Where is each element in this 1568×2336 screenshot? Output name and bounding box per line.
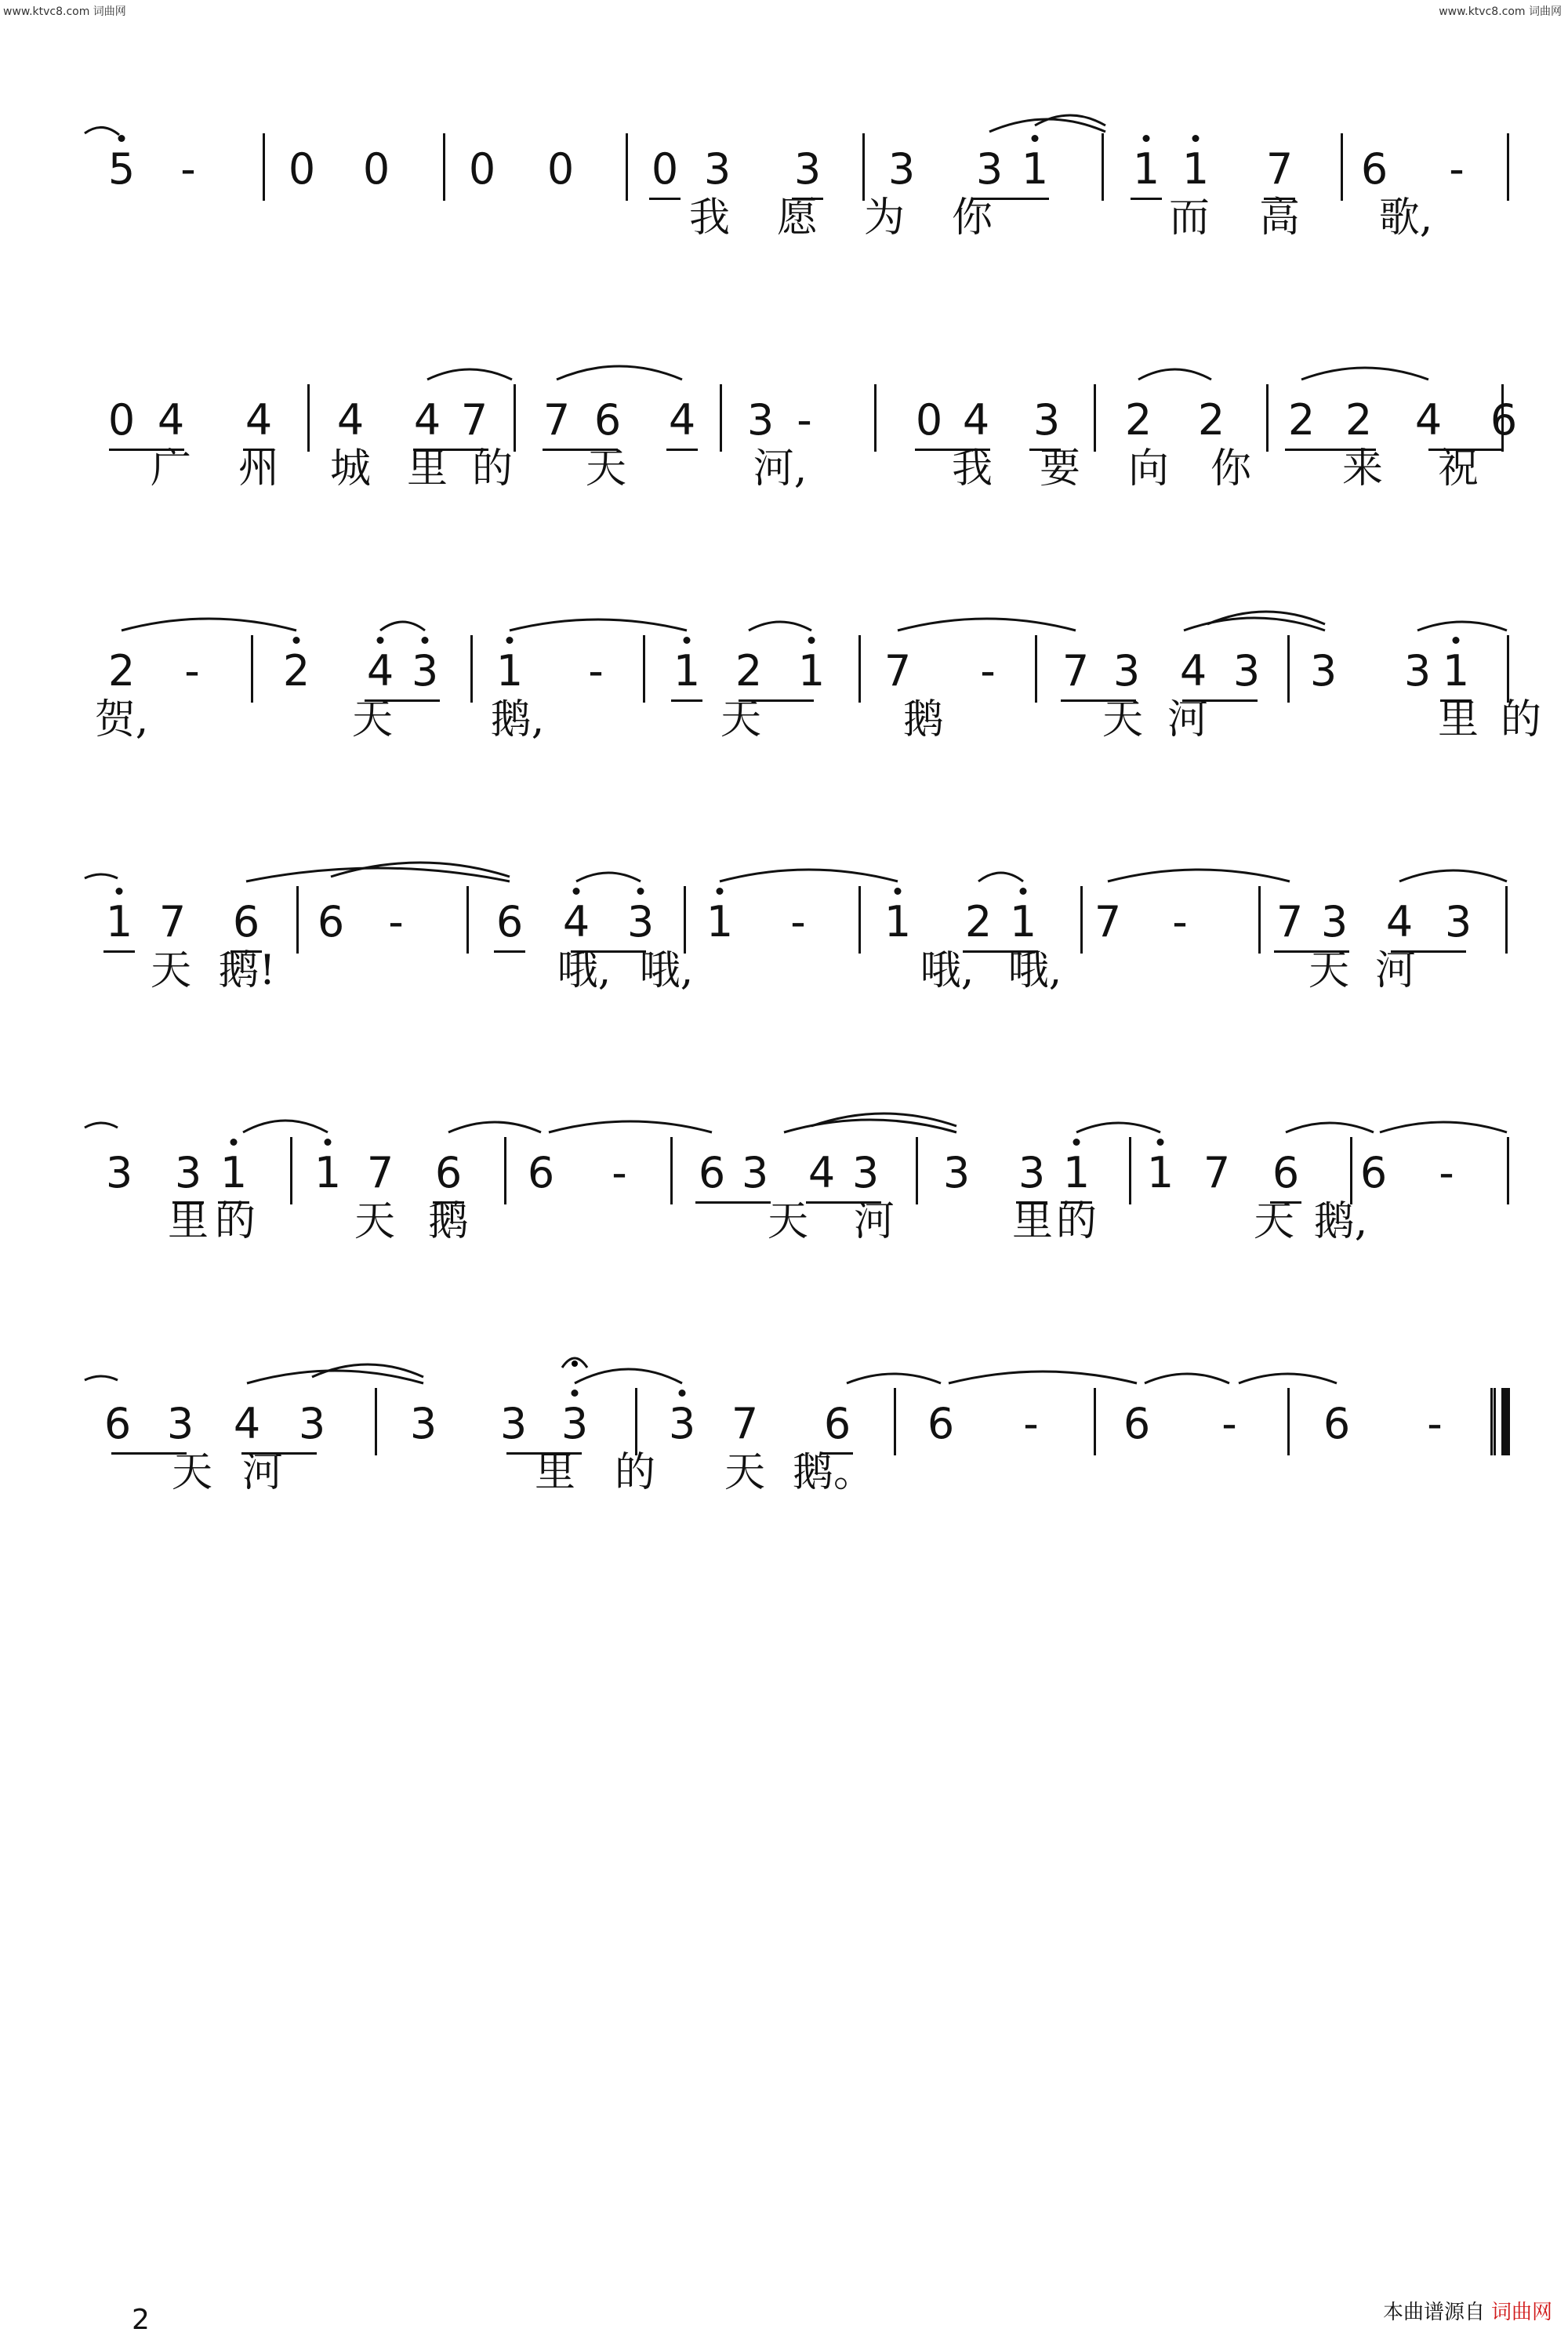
- sustain-dash: -: [612, 1148, 627, 1197]
- slur-arc: [549, 1121, 712, 1132]
- note: 6: [317, 897, 345, 946]
- note: 2: [1287, 395, 1316, 445]
- note: 4: [233, 1399, 261, 1448]
- note: 3: [1033, 395, 1061, 445]
- lyric-syllable: 鹅,: [1313, 1198, 1368, 1245]
- slur-arc: [720, 870, 898, 881]
- lyric-syllable: 要: [1039, 445, 1081, 492]
- note: 0: [288, 144, 316, 194]
- lyric-syllable: 我: [688, 194, 731, 242]
- note: 4: [962, 395, 990, 445]
- lyric-syllable: 鹅!: [218, 947, 276, 994]
- header-site-left: www.ktvc8.com 词曲网: [3, 5, 126, 18]
- note: 3: [668, 1399, 696, 1448]
- lyric-syllable: 贺,: [94, 696, 149, 743]
- note: 6: [1323, 1399, 1351, 1448]
- slur-arc: [1138, 369, 1211, 380]
- slur-arc: [427, 369, 512, 380]
- note: 3: [1309, 646, 1338, 696]
- lyric-syllable: 的: [214, 1198, 256, 1245]
- sustain-dash: -: [1427, 1399, 1443, 1448]
- note: 6: [495, 897, 524, 946]
- lyric-syllable: 河: [1167, 696, 1209, 743]
- note: 3: [1320, 897, 1348, 946]
- lyric-syllable: 天: [354, 1198, 396, 1245]
- lyric-syllable: 天: [585, 445, 627, 492]
- slur-arc: [246, 868, 510, 881]
- lyric-syllable: 歌,: [1378, 194, 1433, 242]
- note: 6: [698, 1148, 726, 1197]
- sustain-dash: -: [1172, 897, 1188, 946]
- lyric-syllable: 天: [1253, 1198, 1295, 1245]
- note: 4: [1179, 646, 1207, 696]
- slur-arc: [312, 1364, 423, 1377]
- note: 6: [434, 1148, 463, 1197]
- score-row: [0, 353, 1568, 588]
- lyric-syllable: 的: [1055, 1198, 1098, 1245]
- note: 6: [593, 395, 622, 445]
- note: 3: [174, 1148, 202, 1197]
- lyric-syllable: 天: [150, 947, 192, 994]
- lyric-syllable: 天: [724, 1449, 766, 1496]
- lyric-syllable: 广: [150, 445, 192, 492]
- note: 1: [1062, 1148, 1091, 1197]
- note: 1: [673, 646, 701, 696]
- note: 4: [157, 395, 185, 445]
- note: 3: [746, 395, 775, 445]
- slur-arc: [1145, 1374, 1229, 1383]
- note: 4: [562, 897, 590, 946]
- note: 3: [298, 1399, 326, 1448]
- note: 3: [793, 144, 822, 194]
- note: 3: [1112, 646, 1141, 696]
- note: 0: [468, 144, 496, 194]
- slur-arc: [784, 1120, 956, 1132]
- note: 4: [336, 395, 365, 445]
- note: 2: [107, 646, 136, 696]
- lyric-syllable: 天: [767, 1198, 809, 1245]
- note: 6: [1272, 1148, 1300, 1197]
- note: 2: [735, 646, 763, 696]
- note: 4: [808, 1148, 836, 1197]
- note: 3: [409, 1399, 437, 1448]
- note: 6: [232, 897, 260, 946]
- lyric-syllable: 州: [238, 445, 280, 492]
- lyric-syllable: 高: [1258, 194, 1301, 242]
- note: 7: [1062, 646, 1090, 696]
- footer-source-text: 本曲谱源自: [1382, 2301, 1485, 2324]
- note: 6: [927, 1399, 955, 1448]
- lyrics-line: [0, 194, 1568, 242]
- note: 1: [884, 897, 912, 946]
- page-number: 2: [132, 2304, 150, 2336]
- note: 7: [1276, 897, 1304, 946]
- lyric-syllable: 城: [329, 445, 372, 492]
- lyric-syllable: 里: [534, 1449, 576, 1496]
- slur-arc: [1286, 1123, 1374, 1132]
- slur-arc: [247, 1371, 423, 1383]
- slur-arc: [749, 622, 811, 630]
- lyric-syllable: 里: [1437, 696, 1479, 743]
- lyric-syllable: 来: [1341, 445, 1384, 492]
- note: 3: [887, 144, 916, 194]
- lyric-syllable: 哦,: [920, 947, 975, 994]
- lyric-syllable: 的: [471, 445, 514, 492]
- lyric-syllable: 天: [720, 696, 762, 743]
- slur-arc: [978, 873, 1023, 881]
- note: 2: [964, 897, 993, 946]
- lyric-syllable: 河,: [753, 445, 808, 492]
- slur-arc: [85, 874, 118, 878]
- note: 3: [741, 1148, 769, 1197]
- lyric-syllable: 你: [1210, 445, 1252, 492]
- lyric-syllable: 的: [1500, 696, 1542, 743]
- note: 3: [1232, 646, 1261, 696]
- note: 1: [220, 1148, 248, 1197]
- lyric-syllable: 天: [171, 1449, 213, 1496]
- note: 6: [1123, 1399, 1151, 1448]
- lyric-syllable: 哦,: [1007, 947, 1062, 994]
- note: 1: [314, 1148, 342, 1197]
- slur-arc: [1399, 870, 1507, 881]
- lyric-syllable: 哦,: [557, 947, 612, 994]
- note: 7: [1265, 144, 1294, 194]
- note: 7: [884, 646, 912, 696]
- note: 7: [1203, 1148, 1231, 1197]
- lyric-syllable: 天: [1308, 947, 1350, 994]
- sustain-dash: -: [790, 897, 806, 946]
- slur-arc: [949, 1371, 1137, 1383]
- note: 1: [1442, 646, 1470, 696]
- slur-arc: [898, 619, 1076, 630]
- note: 7: [731, 1399, 759, 1448]
- note: 2: [1345, 395, 1373, 445]
- note: 4: [245, 395, 273, 445]
- lyric-syllable: 天: [1102, 696, 1144, 743]
- sustain-dash: -: [980, 646, 996, 696]
- slur-arc: [1184, 618, 1325, 630]
- lyric-syllable: 河: [853, 1198, 895, 1245]
- lyric-syllable: 的: [614, 1449, 656, 1496]
- note: 1: [1181, 144, 1210, 194]
- note: 0: [546, 144, 575, 194]
- lyrics-line: [0, 1198, 1568, 1245]
- sustain-dash: -: [180, 144, 196, 194]
- note: 0: [362, 144, 390, 194]
- lyric-syllable: 你: [951, 194, 993, 242]
- lyric-syllable: 鹅。: [792, 1449, 875, 1496]
- footer-source: [1383, 2296, 1552, 2325]
- lyric-syllable: 天: [351, 696, 394, 743]
- lyric-syllable: 河: [1374, 947, 1417, 994]
- note: 7: [460, 395, 488, 445]
- slur-arc: [85, 127, 119, 135]
- note: 6: [103, 1399, 132, 1448]
- lyric-syllable: 鹅: [902, 696, 945, 743]
- note: 3: [105, 1148, 133, 1197]
- lyrics-line: [0, 947, 1568, 994]
- slur-arc: [1380, 1122, 1507, 1132]
- note: 1: [1021, 144, 1049, 194]
- note: 3: [703, 144, 731, 194]
- slur-arc: [576, 873, 641, 881]
- lyric-syllable: 祝: [1437, 445, 1479, 492]
- lyric-syllable: 里: [1011, 1198, 1054, 1245]
- footer-brand: 词曲网: [1490, 2301, 1552, 2324]
- lyric-syllable: 鹅,: [490, 696, 545, 743]
- score-row: [0, 1106, 1568, 1341]
- note: 4: [413, 395, 441, 445]
- note: 2: [1124, 395, 1152, 445]
- lyric-syllable: 为: [863, 194, 906, 242]
- lyric-syllable: 鹅: [427, 1198, 470, 1245]
- sustain-dash: -: [1221, 1399, 1237, 1448]
- score-row: [0, 855, 1568, 1090]
- note: 3: [975, 144, 1004, 194]
- header-site-right: www.ktvc8.com 词曲网: [1439, 5, 1562, 18]
- fermata-dot: [572, 1361, 578, 1367]
- note: 1: [1009, 897, 1037, 946]
- note: 3: [1018, 1148, 1046, 1197]
- slur-arc: [575, 1369, 682, 1383]
- lyrics-line: [0, 696, 1568, 743]
- lyric-syllable: 而: [1168, 194, 1210, 242]
- slur-arc: [85, 1376, 118, 1380]
- note: 1: [105, 897, 133, 946]
- slur-arc: [85, 1123, 118, 1128]
- sustain-dash: -: [388, 897, 404, 946]
- score-row: [0, 1357, 1568, 1592]
- lyric-syllable: 我: [951, 445, 993, 492]
- slur-arc: [1239, 1374, 1337, 1383]
- score-row: [0, 102, 1568, 337]
- note: 6: [1490, 395, 1518, 445]
- note: 6: [527, 1148, 555, 1197]
- note: 3: [942, 1148, 971, 1197]
- sustain-dash: -: [797, 395, 812, 445]
- note: 5: [107, 144, 136, 194]
- slur-arc: [1301, 368, 1428, 380]
- lyric-syllable: 里: [406, 445, 448, 492]
- note: 4: [1385, 897, 1414, 946]
- lyrics-line: [0, 1449, 1568, 1496]
- lyric-syllable: 愿: [776, 194, 818, 242]
- note: 6: [823, 1399, 851, 1448]
- note: 4: [1414, 395, 1443, 445]
- note: 3: [166, 1399, 194, 1448]
- sustain-dash: -: [184, 646, 200, 696]
- sustain-dash: -: [1023, 1399, 1039, 1448]
- note: 3: [626, 897, 655, 946]
- note: 7: [1094, 897, 1122, 946]
- slur-arc: [1076, 1123, 1160, 1132]
- note: 3: [499, 1399, 528, 1448]
- note: 7: [158, 897, 187, 946]
- note: 7: [543, 395, 571, 445]
- note: 0: [915, 395, 943, 445]
- lyric-syllable: 里: [167, 1198, 209, 1245]
- slur-arc: [243, 1121, 328, 1132]
- lyric-syllable: 向: [1127, 445, 1170, 492]
- slur-arc: [122, 619, 296, 630]
- note: 1: [1146, 1148, 1174, 1197]
- sustain-dash: -: [588, 646, 604, 696]
- sustain-dash: -: [1449, 144, 1465, 194]
- slur-arc: [448, 1122, 541, 1132]
- note: 6: [1360, 144, 1388, 194]
- note: 1: [495, 646, 524, 696]
- slur-arc: [557, 366, 682, 380]
- note: 7: [366, 1148, 394, 1197]
- note: 2: [282, 646, 310, 696]
- slur-arc: [510, 619, 687, 630]
- note: 6: [1359, 1148, 1388, 1197]
- note: 3: [1444, 897, 1472, 946]
- note: 3: [1403, 646, 1432, 696]
- note: 4: [366, 646, 394, 696]
- slur-arc: [847, 1374, 941, 1383]
- note: 1: [797, 646, 826, 696]
- lyric-syllable: 哦,: [639, 947, 694, 994]
- note: 0: [651, 144, 679, 194]
- note: 0: [107, 395, 136, 445]
- note: 2: [1197, 395, 1225, 445]
- note: 3: [561, 1399, 589, 1448]
- note: 4: [668, 395, 696, 445]
- slur-arc: [380, 622, 425, 630]
- slur-arc: [1417, 622, 1507, 630]
- score-row: [0, 604, 1568, 839]
- note: 3: [411, 646, 439, 696]
- note: 1: [1132, 144, 1160, 194]
- slur-arc: [989, 119, 1105, 132]
- lyrics-line: [0, 445, 1568, 492]
- note: 3: [851, 1148, 880, 1197]
- note: 1: [706, 897, 734, 946]
- lyric-syllable: 河: [241, 1449, 284, 1496]
- sustain-dash: -: [1439, 1148, 1454, 1197]
- slur-arc: [1108, 870, 1290, 881]
